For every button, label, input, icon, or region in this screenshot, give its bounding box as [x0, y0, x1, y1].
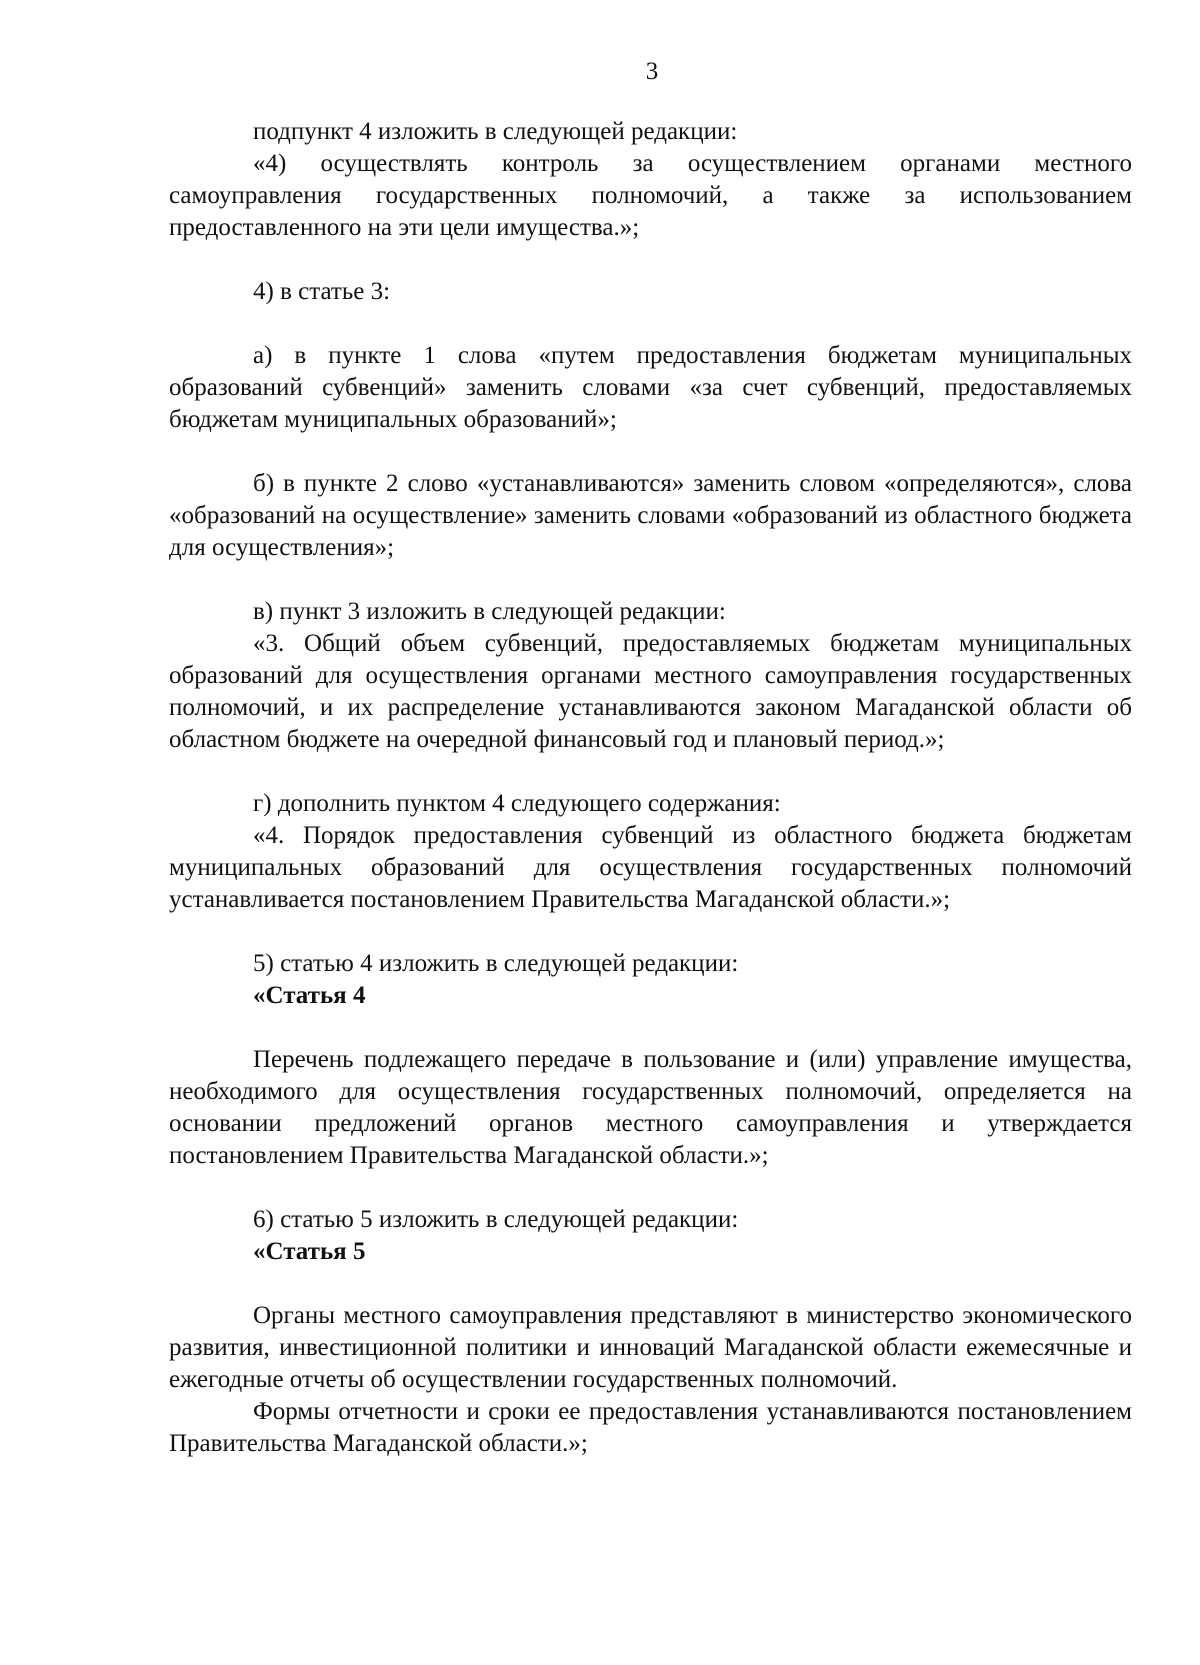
- paragraph: Органы местного самоуправления представляют в министерство экономического развития, инвестиционной политики и инноваций Магаданской области ежемесячные и ежегодные отчеты об осуществлении государственных полномочий.: [169, 1302, 1132, 1393]
- page-number: 3: [645, 58, 659, 85]
- paragraph: «4. Порядок предоставления субвенций из областного бюджета бюджетам муниципальных образований для осуществления государственных полномочий устанавливается постановлением Правительства Магаданской области.»;: [169, 822, 1132, 913]
- paragraph: а) в пункте 1 слова «путем предоставления бюджетам муниципальных образований субвенций» заменить словами «за счет субвенций, предоставляемых бюджетам муниципальных образований»;: [169, 342, 1132, 433]
- paragraph: «3. Общий объем субвенций, предоставляемых бюджетам муниципальных образований для осуществления органами местного самоуправления государственных полномочий, и их распределение устанавливаются законом Магаданской области об областном бюджете на очередной финансовый год и плановый период.»;: [169, 630, 1132, 753]
- paragraph: подпункт 4 изложить в следующей редакции:: [253, 118, 738, 145]
- paragraph: Перечень подлежащего передаче в пользование и (или) управление имущества, необходимого для осуществления государственных полномочий, определяется на основании предложений органов местного самоуправления и утверждается постановлением Правительства Магаданской области.»;: [169, 1046, 1132, 1169]
- paragraph: 5) статью 4 изложить в следующей редакции:: [253, 950, 739, 977]
- article-heading: «Статья 4: [253, 982, 366, 1009]
- paragraph: «4) осуществлять контроль за осуществлением органами местного самоуправления государственных полномочий, а также за использованием предоставленного на эти цели имущества.»;: [169, 150, 1132, 241]
- paragraph: 4) в статье 3:: [253, 278, 391, 305]
- paragraph: б) в пункте 2 слово «устанавливаются» заменить словом «определяются», слова «образований на осуществление» заменить словами «образований из областного бюджета для осуществления»;: [169, 470, 1132, 561]
- paragraph: г) дополнить пунктом 4 следующего содержания:: [253, 790, 781, 817]
- paragraph: 6) статью 5 изложить в следующей редакции:: [253, 1206, 739, 1233]
- article-heading: «Статья 5: [253, 1238, 366, 1265]
- document-body: [169, 116, 1132, 1460]
- paragraph: в) пункт 3 изложить в следующей редакции:: [253, 598, 726, 625]
- paragraph: Формы отчетности и сроки ее предоставления устанавливаются постановлением Правительства Магаданской области.»;: [169, 1398, 1132, 1457]
